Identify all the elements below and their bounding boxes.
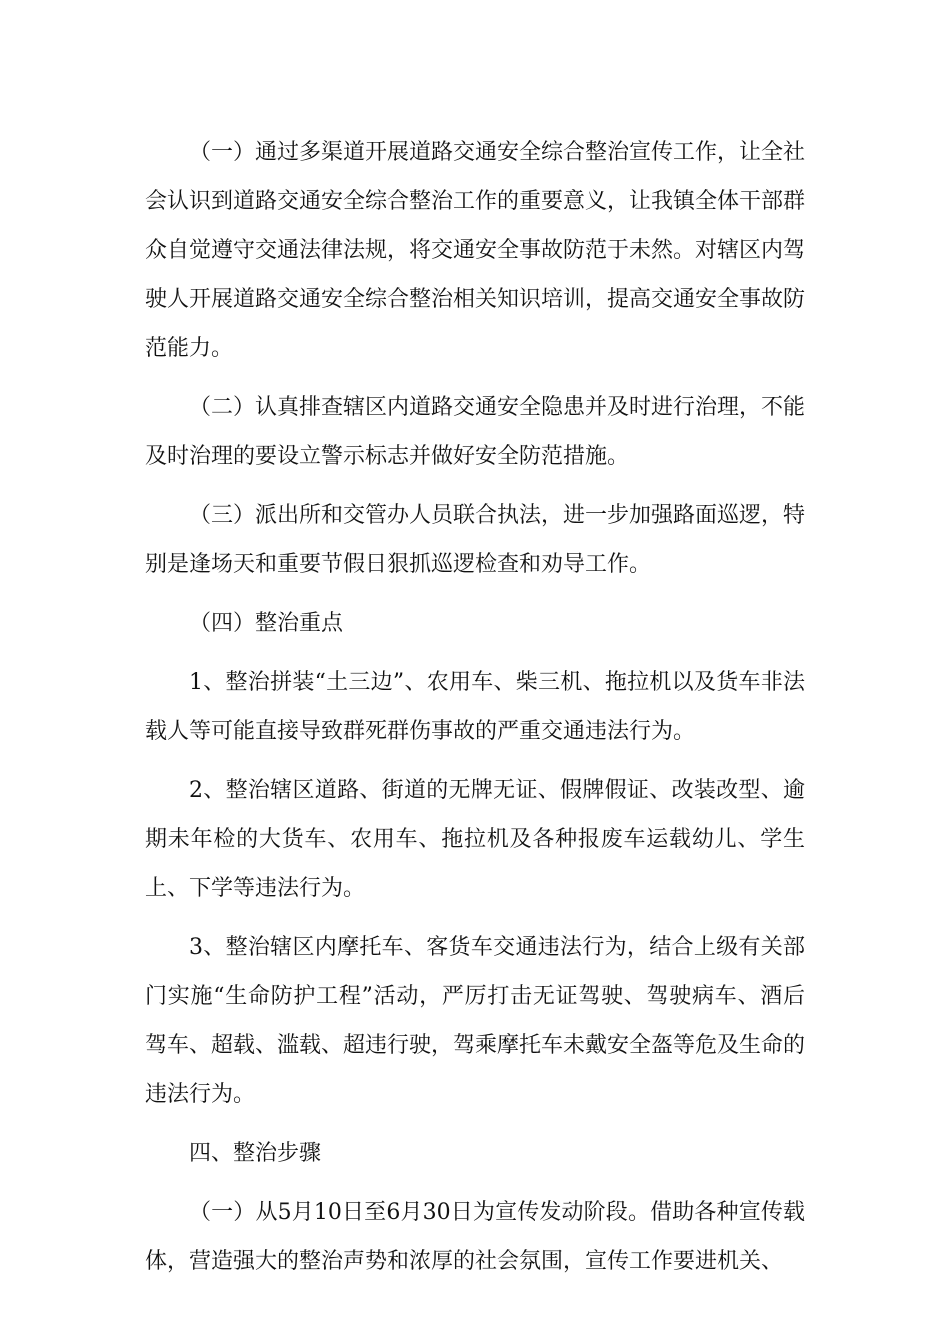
- heading-focus: （四）整治重点: [189, 611, 344, 636]
- paragraph-step-1: （一）从5月10日至6月30日为宣传发动阶段。借助各种宣传载体，营造强大的整治声势和浓厚的社会氛围，宣传工作要进机关、: [145, 1200, 805, 1274]
- paragraph-hazard-check: （二）认真排查辖区内道路交通安全隐患并及时进行治理，不能及时治理的要设立警示标志并做好安全防范措施。: [145, 395, 806, 469]
- heading-steps: 四、整治步骤: [189, 1141, 322, 1166]
- paragraph-publicity: （一）通过多渠道开展道路交通安全综合整治宣传工作，让全社会认识到道路交通安全综合整治工作的重要意义，让我镇全体干部群众自觉遵守交通法律法规，将交通安全事故防范于未然。对辖区内驾驶人开展道路交通安全综合整治相关知识培训，提高交通安全事故防范能力。: [145, 140, 806, 361]
- paragraph-joint-enforcement: （三）派出所和交管办人员联合执法，进一步加强路面巡逻，特别是逢场天和重要节假日狠抓巡逻检查和劝导工作。: [145, 503, 806, 577]
- list-item-1: 1、整治拼装“土三边”、农用车、柴三机、拖拉机以及货车非法载人等可能直接导致群死群伤事故的严重交通违法行为。: [145, 670, 805, 744]
- list-item-2: 2、整治辖区道路、街道的无牌无证、假牌假证、改装改型、逾期未年检的大货车、农用车、拖拉机及各种报废车运载幼儿、学生上、下学等违法行为。: [145, 778, 805, 901]
- document-body: [145, 128, 805, 1296]
- list-item-3: 3、整治辖区内摩托车、客货车交通违法行为，结合上级有关部门实施“生命防护工程”活动，严厉打击无证驾驶、驾驶病车、酒后驾车、超载、滥载、超违行驶，驾乘摩托车未戴安全盔等危及生命的违法行为。: [145, 935, 806, 1107]
